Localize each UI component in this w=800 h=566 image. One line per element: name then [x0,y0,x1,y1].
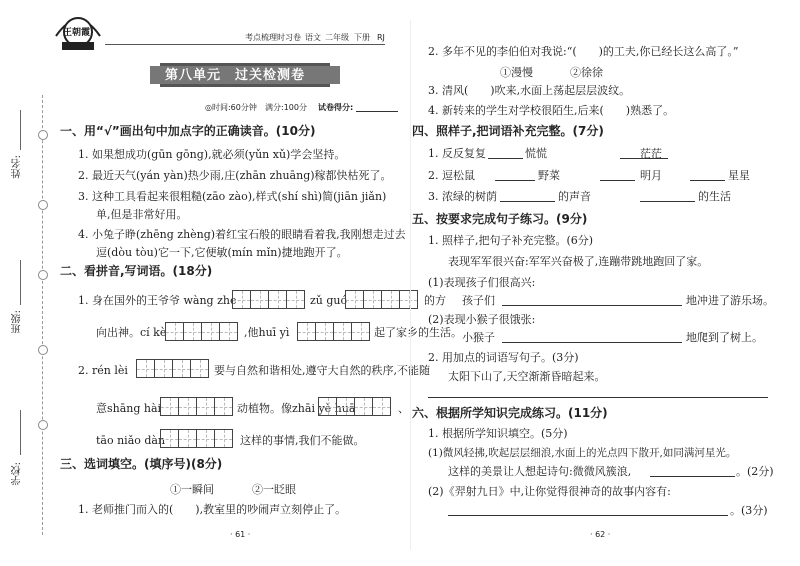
answer-grid-shanghai[interactable] [160,397,232,416]
s5-p2-prompt: (2)表现小猴子很饿张: [428,313,536,326]
header-deco-line [105,44,385,45]
s5-p1-prompt: (1)表现孩子们很高兴: [428,276,536,289]
s4-r2-word-3: 星星 [728,169,750,182]
answer-grid-zuguo[interactable] [345,290,417,309]
s4-r2-word-2: 明月 [640,169,662,182]
s5-p1-blank[interactable] [502,305,682,306]
s6-p1: (1)微风轻拂,吹起层层细浪,水面上的光点四下散开,如同满河星光。 [428,447,737,459]
s3-q4[interactable]: 4. 新转来的学生对学校很陌生,后来( )熟悉了。 [428,104,675,117]
s5-p2-end: 地爬到了树上。 [686,331,763,344]
s2-row3-text-b: 要与自然和谐相处,遵守大自然的秩序,不能随 [214,364,430,377]
s5-p2-subject: 小猴子 [462,331,495,344]
answer-grid-zhaiyehua[interactable] [318,397,390,416]
school-label: 学校: [12,462,23,486]
s2-row1-text-b: zǔ guó [310,294,348,307]
s4-r3-word-1: 的声音 [558,190,591,203]
s2-row5-text-b: 这样的事情,我们不能做。 [240,434,365,447]
s4-r2-example: 2. 逗松鼠 [428,169,475,182]
page-title: 第八单元 过关检测卷 [165,68,306,83]
time-info: ◎时间:60分钟 [205,103,257,112]
full-score-info: 满分:100分 [265,103,307,112]
s2-row4-text-c: 、 [398,402,409,415]
s3-q2-option-2: ②徐徐 [570,66,603,79]
s2-row1-text-c: 的方 [424,294,446,307]
binding-hole-2 [38,200,48,210]
s3-option-1: ①一瞬间 [170,483,214,496]
s2-row3-text-a: 2. rén lèi [78,364,128,377]
s3-option-2: ②一眨眼 [252,483,296,496]
score-label: 试卷得分: [318,103,354,112]
s6-p1-prompt: 这样的美景让人想起诗句:微微风簇浪, [448,465,632,478]
s2-row1-text-a: 1. 身在国外的王爷爷 wàng zhe [78,294,237,307]
name-label: 姓名: [12,155,23,179]
s5-q2-sentence: 太阳下山了,天空渐渐昏暗起来。 [448,370,606,383]
s6-p2-blank[interactable] [448,515,728,516]
header-series: 考点梳理时习卷 [245,33,301,42]
s4-r2-blank-1[interactable] [495,180,535,181]
s1-q1[interactable]: 1. 如果想成功(gūn gōng),就必须(yǔn xǔ)学会坚持。 [78,148,346,161]
s1-q3a[interactable]: 3. 这种工具看起来很粗糙(zāo zào),样式(shí shì)简(jiān jiǎn) [78,190,387,203]
s4-r1-word-2: 茫茫 [640,147,662,160]
header-edition: RJ [377,33,385,42]
s3-q3[interactable]: 3. 清风( )吹来,水面上荡起层层波纹。 [428,84,631,97]
school-field[interactable] [20,410,21,455]
answer-grid-ke[interactable] [165,322,237,341]
s5-p1-subject: 孩子们 [462,294,495,307]
s4-r2-blank-2[interactable] [600,180,635,181]
header-subject: 语文 [305,33,321,42]
s2-row2-text-a: 向出神。cí kè [96,326,167,339]
s1-q2[interactable]: 2. 最近天气(yán yàn)热少雨,庄(zhān zhuāng)稼都快枯死了。 [78,169,392,182]
s4-r1-example: 1. 反反复复 [428,147,486,160]
section-3-title: 三、选词填空。(填序号)(8分) [60,457,223,471]
s3-q2[interactable]: 2. 多年不见的李伯伯对我说:“( )的工夫,你已经长这么高了。” [428,45,739,58]
s3-q1[interactable]: 1. 老师推门而入的( ),教室里的吵闹声立刻停止了。 [78,503,347,516]
name-field[interactable] [20,110,21,150]
header-grade: 二年级 [325,33,349,42]
section-1-title: 一、用“√”画出句中加点字的正确读音。(10分) [60,124,316,138]
s5-q1: 1. 照样子,把句子补充完整。(6分) [428,234,594,247]
s4-r1-blank-1[interactable] [488,158,523,159]
s6-p2: (2)《羿射九日》中,让你觉得很神奇的故事内容有: [428,485,671,498]
s5-example: 表现军军很兴奋:军军兴奋极了,连蹦带跳地跑回了家。 [448,255,709,268]
s1-q4b[interactable]: 逗(dòu tòu)它一下,它便敏(mín mǐn)捷地跑开了。 [96,246,348,259]
page-divider [410,20,411,550]
s5-p1-end: 地冲进了游乐场。 [686,294,774,307]
s2-row5-text-a: tāo niǎo dàn [96,434,166,447]
answer-grid-wangzhe[interactable] [232,290,304,309]
s5-p2-blank[interactable] [502,342,682,343]
s2-row2-text-b: ,他huī yì [244,326,290,339]
logo-text: 王朝霞 [63,28,91,38]
s3-q2-option-1: ①漫慢 [500,66,533,79]
section-6-title: 六、根据所学知识完成练习。(11分) [412,406,608,420]
s4-r3-blank-2[interactable] [640,201,695,202]
binding-hole-3 [38,270,48,280]
section-5-title: 五、按要求完成句子练习。(9分) [412,212,588,226]
s4-r2-blank-3[interactable] [690,180,725,181]
section-2-title: 二、看拼音,写词语。(18分) [60,264,213,278]
s2-row2-text-c: 起了家乡的生活。 [374,326,462,339]
binding-line [42,95,43,535]
s4-r3-word-2: 的生活 [698,190,731,203]
page-number-left: · 61 · [230,530,251,539]
s6-p1-blank[interactable] [650,476,735,477]
section-4-title: 四、照样子,把词语补充完整。(7分) [412,124,604,138]
s4-r1-word-1: 慌慌 [525,147,547,160]
s6-p2-end: 。(3分) [730,504,768,517]
s6-p1-end: 。(2分) [736,465,774,478]
score-field[interactable] [356,111,398,112]
s1-q3b: 单,但是非常好用。 [96,208,188,221]
s4-r3-blank-1[interactable] [500,201,555,202]
page-number-right: · 62 · [590,530,611,539]
s4-r2-word-1: 野菜 [538,169,560,182]
binding-hole-5 [38,420,48,430]
class-field[interactable] [20,260,21,305]
class-label: 班级: [12,310,23,334]
publisher-logo [50,8,106,54]
answer-grid-taoniaodan[interactable] [160,429,232,448]
answer-grid-renlei[interactable] [136,359,208,378]
binding-hole-1 [38,130,48,140]
s1-q4a[interactable]: 4. 小兔子睁(zhēng zhèng)着红宝石般的眼睛看着我,我刚想走过去 [78,228,406,241]
s4-r3-example: 3. 浓绿的树荫 [428,190,497,203]
answer-grid-huiyi[interactable] [297,322,369,341]
binding-margin [0,0,50,566]
s5-q2: 2. 用加点的词语写句子。(3分) [428,351,579,364]
s5-q2-answer-line[interactable] [428,397,768,398]
header-term: 下册 [354,33,370,42]
s2-row4-text-a: 意shāng hài [96,402,162,415]
s6-q1: 1. 根据所学知识填空。(5分) [428,427,568,440]
binding-hole-4 [38,345,48,355]
s2-row4-text-b: 动植物。像zhāi yě huā [237,402,356,415]
